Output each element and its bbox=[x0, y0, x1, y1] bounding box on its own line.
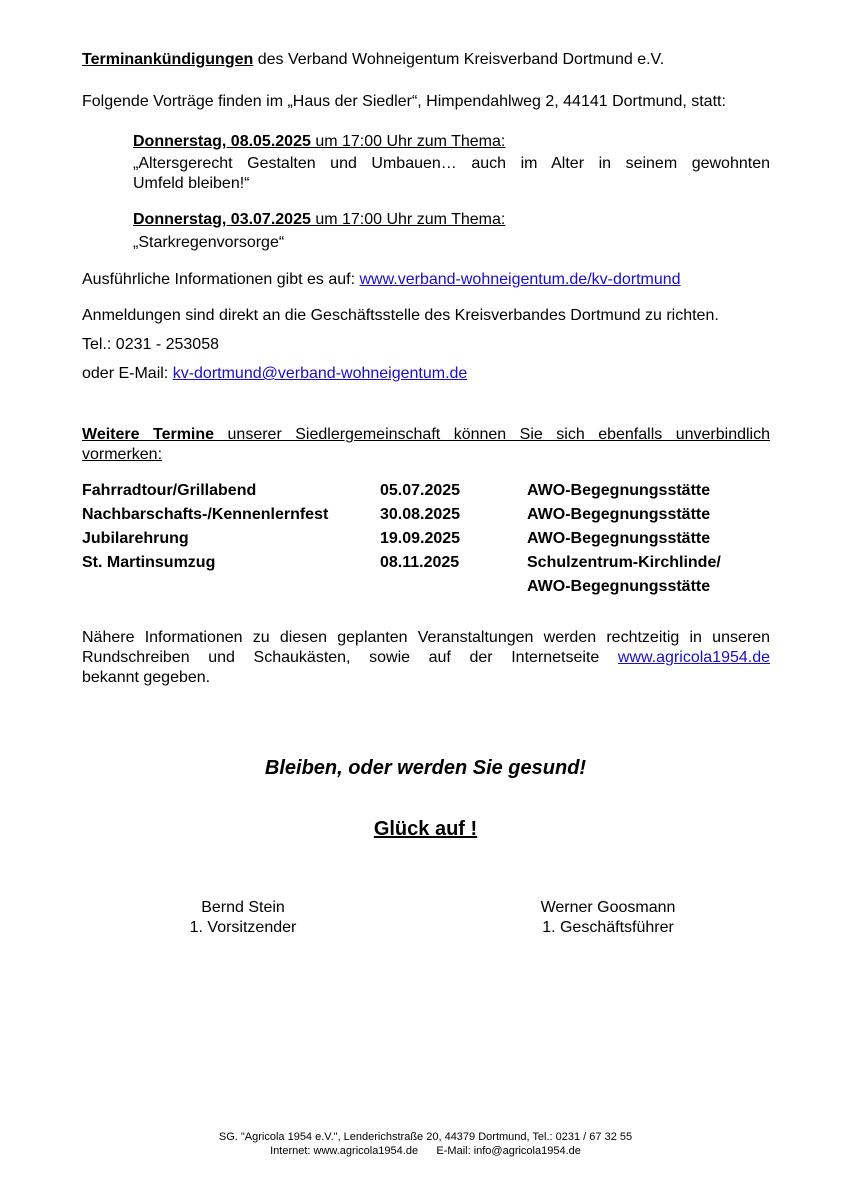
event-name: Fahrradtour/Grillabend bbox=[82, 482, 257, 499]
event-date: 05.07.2025 bbox=[380, 482, 461, 499]
registration-text: Anmeldungen sind direkt an die Geschäftsstelle des Kreisverbandes Dortmund zu richten. bbox=[82, 307, 719, 324]
info-text: Ausführliche Informationen gibt es auf: bbox=[82, 271, 360, 288]
more-events-line1-rest: unserer Siedlergemeinschaft können Sie sich ebenfalls unverbindlich bbox=[214, 426, 770, 443]
talk-1-topic-line1: „Altersgerecht Gestalten und Umbauen… auch im Alter in seinem gewohnten bbox=[133, 155, 770, 172]
verband-link[interactable]: www.verband-wohneigentum.de/kv-dortmund bbox=[359, 271, 681, 288]
event-place: AWO-Begegnungsstätte bbox=[527, 530, 711, 547]
announcement-title bbox=[82, 50, 664, 70]
venue-line: Folgende Vorträge finden im „Haus der Siedler“, Himpendahlweg 2, 44141 Dortmund, statt: bbox=[82, 93, 726, 110]
signatory-role: 1. Geschäftsführer bbox=[542, 919, 674, 936]
more-events-line2: vormerken: bbox=[82, 446, 163, 463]
event-name: Jubilarehrung bbox=[82, 530, 189, 547]
event-date: 08.11.2025 bbox=[380, 554, 460, 571]
announcement-heading-rest: des Verband Wohneigentum Kreisverband Dortmund e.V. bbox=[253, 51, 665, 68]
notice-line2-text: Rundschreiben und Schaukästen, sowie auf der Internetseite bbox=[82, 649, 618, 666]
info-line bbox=[82, 270, 681, 290]
more-events-line1 bbox=[82, 425, 770, 445]
talk-2-topic: „Starkregenvorsorge“ bbox=[133, 234, 285, 251]
notice-line2 bbox=[82, 648, 770, 668]
talk-1-topic-line2: Umfeld bleiben!“ bbox=[133, 175, 250, 192]
talk-1-header bbox=[133, 132, 505, 152]
talk-2-time: um 17:00 Uhr zum Thema: bbox=[310, 211, 506, 228]
event-date: 30.08.2025 bbox=[380, 506, 461, 523]
footer-address: SG. "Agricola 1954 e.V.", Lenderichstraße 20, 44379 Dortmund, Tel.: 0231 / 67 32 55 bbox=[218, 1131, 633, 1143]
footer bbox=[0, 1130, 851, 1158]
signature-left bbox=[143, 898, 343, 938]
talk-2-header bbox=[133, 210, 505, 230]
closing-greeting-wrap bbox=[0, 816, 851, 842]
event-date: 19.09.2025 bbox=[380, 530, 461, 547]
signatory-name: Werner Goosmann bbox=[540, 899, 676, 916]
email-prefix: oder E-Mail: bbox=[82, 365, 173, 382]
phone-line: Tel.: 0231 - 253058 bbox=[82, 336, 219, 353]
notice-line3: bekannt gegeben. bbox=[82, 669, 211, 686]
event-place: AWO-Begegnungsstätte bbox=[527, 506, 711, 523]
event-name: Nachbarschafts-/Kennenlernfest bbox=[82, 506, 329, 523]
more-events-heading: Weitere Termine bbox=[82, 426, 215, 443]
announcement-heading: Terminankündigungen bbox=[82, 51, 254, 68]
event-place: AWO-Begegnungsstätte bbox=[527, 482, 711, 499]
notice-line1: Nähere Informationen zu diesen geplanten Veranstaltungen werden rechtzeitig in unseren bbox=[82, 629, 770, 646]
closing-greeting: Glück auf ! bbox=[373, 818, 478, 840]
email-line bbox=[82, 364, 467, 384]
talk-1-date: Donnerstag, 08.05.2025 bbox=[133, 133, 311, 150]
signature-right bbox=[508, 898, 708, 938]
footer-contact: Internet: www.agricola1954.de E-Mail: info@agricola1954.de bbox=[270, 1145, 581, 1157]
agricola-link[interactable]: www.agricola1954.de bbox=[617, 649, 770, 666]
signatory-role: 1. Vorsitzender bbox=[189, 919, 297, 936]
talk-1-time: um 17:00 Uhr zum Thema: bbox=[310, 133, 506, 150]
talk-2-date: Donnerstag, 03.07.2025 bbox=[133, 211, 311, 228]
signatory-name: Bernd Stein bbox=[201, 899, 285, 916]
event-place: Schulzentrum-Kirchlinde/ bbox=[527, 554, 721, 571]
event-name: St. Martinsumzug bbox=[82, 554, 216, 571]
event-place-second: AWO-Begegnungsstätte bbox=[527, 578, 711, 595]
closing-wish: Bleiben, oder werden Sie gesund! bbox=[264, 757, 587, 779]
email-link[interactable]: kv-dortmund@verband-wohneigentum.de bbox=[172, 365, 468, 382]
